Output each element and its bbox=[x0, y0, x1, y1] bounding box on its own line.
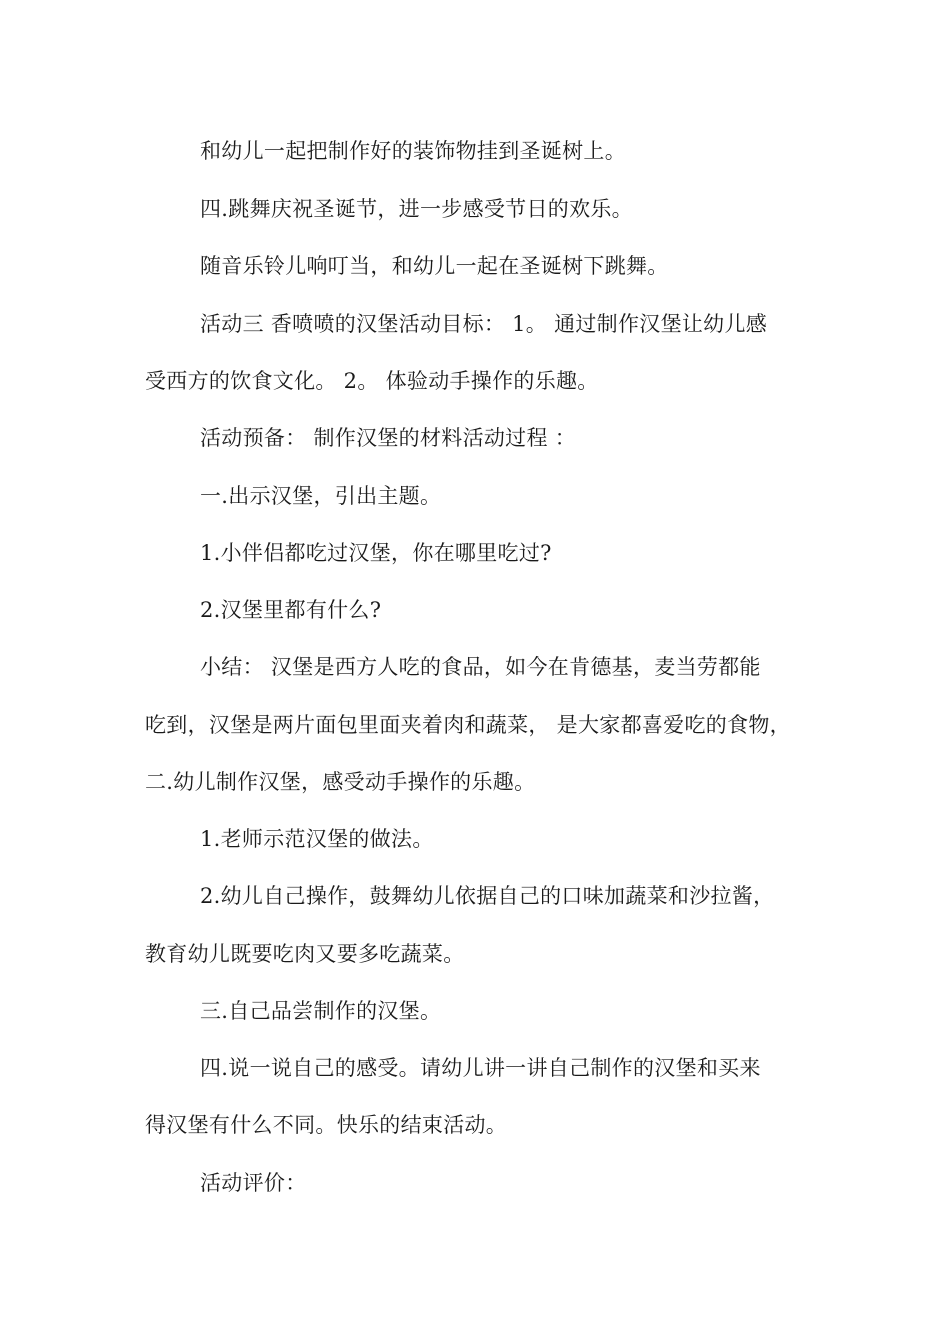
paragraph-line: 随音乐铃儿响叮当，和幼儿一起在圣诞树下跳舞。 bbox=[200, 254, 669, 278]
paragraph-line: 教育幼儿既要吃肉又要多吃蔬菜。 bbox=[145, 942, 465, 966]
paragraph-line: 吃到，汉堡是两片面包里面夹着肉和蔬菜， 是大家都喜爱吃的食物， bbox=[145, 713, 791, 737]
paragraph-line: 2.汉堡里都有什么? bbox=[200, 598, 382, 622]
paragraph-line: 四.说一说自己的感受。请幼儿讲一讲自己制作的汉堡和买来 bbox=[200, 1056, 761, 1080]
paragraph-line: 和幼儿一起把制作好的装饰物挂到圣诞树上。 bbox=[200, 139, 626, 163]
paragraph-line: 四.跳舞庆祝圣诞节，进一步感受节日的欢乐。 bbox=[200, 197, 633, 221]
paragraph-line: 一.出示汉堡，引出主题。 bbox=[200, 484, 442, 508]
paragraph-line: 1.小伴侣都吃过汉堡，你在哪里吃过? bbox=[200, 541, 552, 565]
paragraph-line: 2.幼儿自己操作，鼓舞幼儿依据自己的口味加蔬菜和沙拉酱， bbox=[200, 884, 775, 908]
paragraph-line: 二.幼儿制作汉堡，感受动手操作的乐趣。 bbox=[145, 770, 536, 794]
paragraph-line: 小结： 汉堡是西方人吃的食品，如今在肯德基，麦当劳都能 bbox=[200, 655, 761, 679]
paragraph-line: 活动三 香喷喷的汉堡活动目标： 1。 通过制作汉堡让幼儿感 bbox=[200, 312, 768, 336]
paragraph-line: 1.老师示范汉堡的做法。 bbox=[200, 827, 434, 851]
paragraph-line: 三.自己品尝制作的汉堡。 bbox=[200, 999, 442, 1023]
paragraph-line: 受西方的饮食文化。 2。 体验动手操作的乐趣。 bbox=[145, 369, 599, 393]
paragraph-line: 得汉堡有什么不同。快乐的结束活动。 bbox=[145, 1113, 508, 1137]
paragraph-line: 活动评价： bbox=[200, 1171, 307, 1195]
paragraph-line: 活动预备： 制作汉堡的材料活动过程 ： bbox=[200, 426, 577, 450]
